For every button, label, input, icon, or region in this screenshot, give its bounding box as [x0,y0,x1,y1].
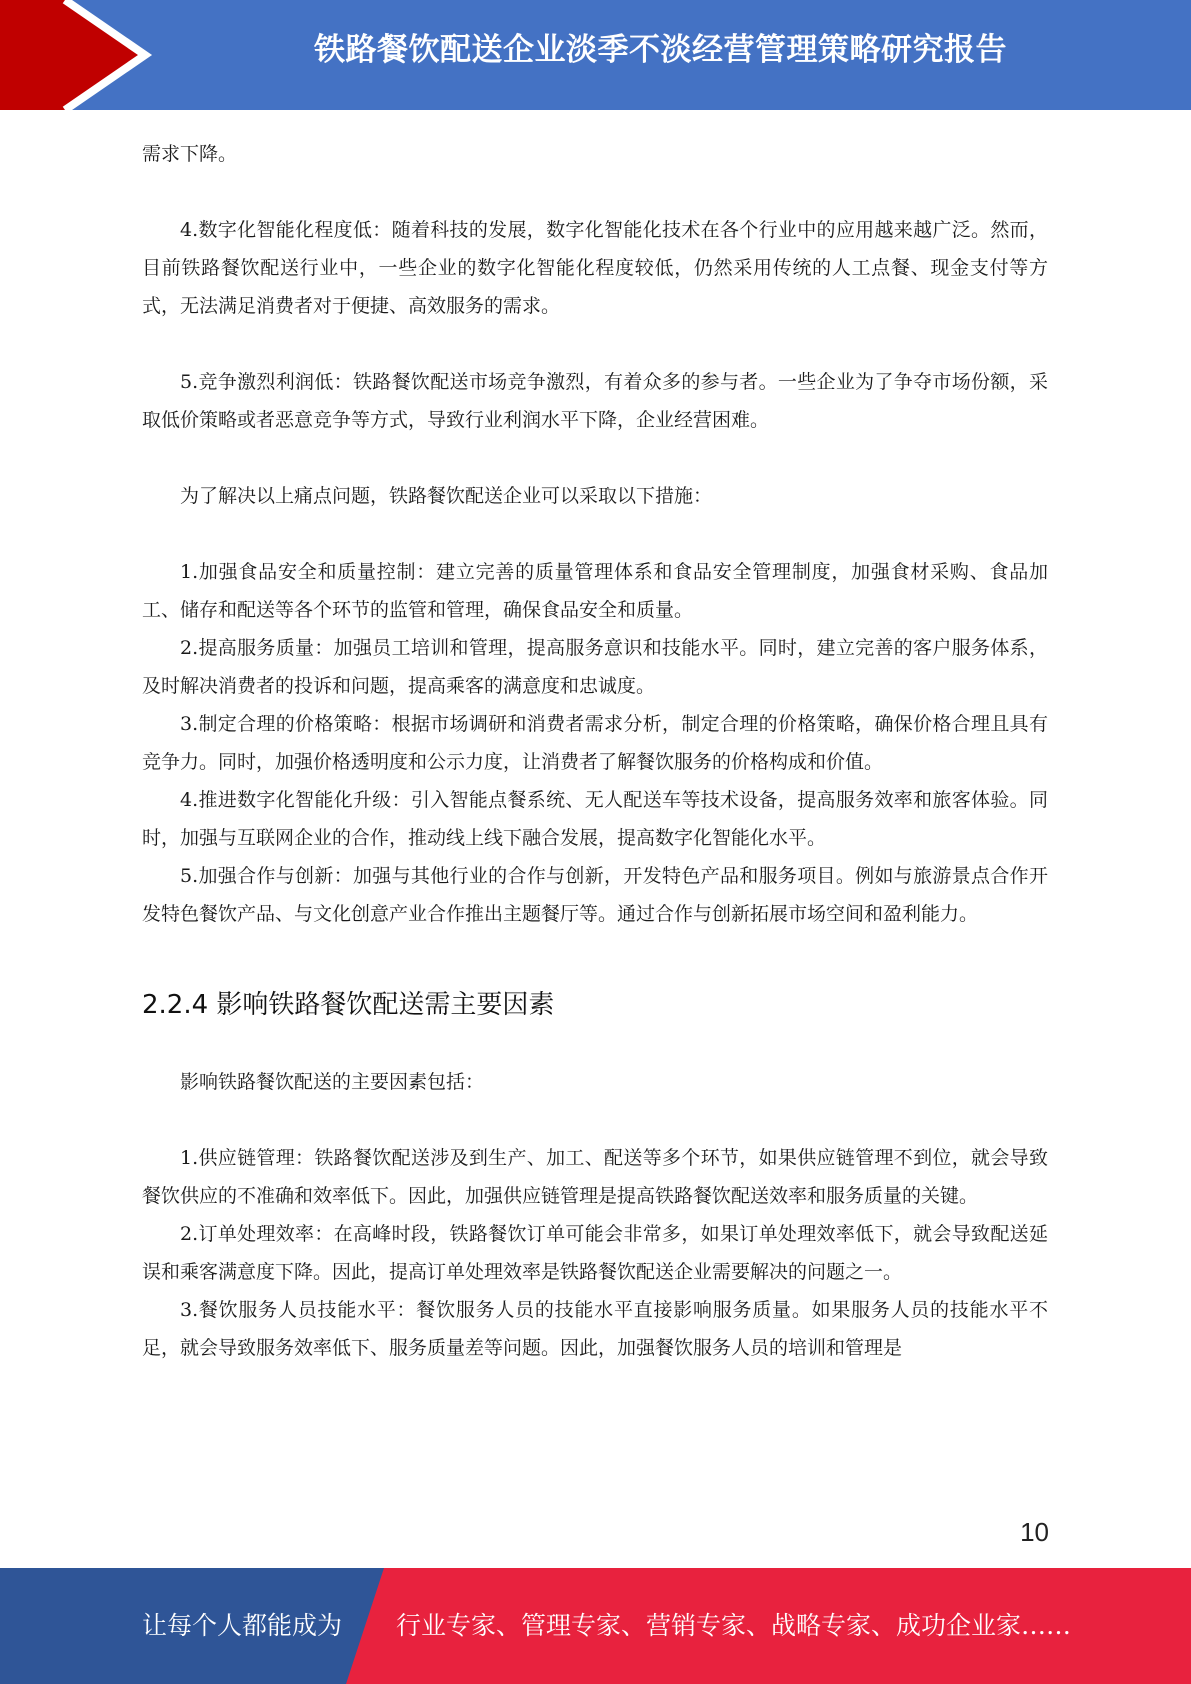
paragraph-factor-2: 2.订单处理效率：在高峰时段，铁路餐饮订单可能会非常多，如果订单处理效率低下，就会导致配送延误和乘客满意度下降。因此，提高订单处理效率是铁路餐饮配送企业需要解决的问题之一。 [142,1223,1048,1283]
section-heading-2-2-4: 2.2.4 影响铁路餐饮配送需主要因素 [142,990,555,1020]
footer-slogan-left: 让每个人都能成为 [142,1611,343,1640]
paragraph-pain-5: 5.竞争激烈利润低：铁路餐饮配送市场竞争激烈，有着众多的参与者。一些企业为了争夺市场份额，采取低价策略或者恶意竞争等方式，导致行业利润水平下降，企业经营困难。 [142,371,1048,431]
paragraph-measures-intro: 为了解决以上痛点问题，铁路餐饮配送企业可以采取以下措施： [180,485,713,507]
page-footer [0,1568,1191,1684]
paragraph-measure-3: 3.制定合理的价格策略：根据市场调研和消费者需求分析，制定合理的价格策略，确保价格合理且具有竞争力。同时，加强价格透明度和公示力度，让消费者了解餐饮服务的价格构成和价值。 [142,713,1048,773]
paragraph-factor-3: 3.餐饮服务人员技能水平：餐饮服务人员的技能水平直接影响服务质量。如果服务人员的技能水平不足，就会导致服务效率低下、服务质量差等问题。因此，加强餐饮服务人员的培训和管理是 [142,1299,1048,1359]
paragraph-pain-4: 4.数字化智能化程度低：随着科技的发展，数字化智能化技术在各个行业中的应用越来越广泛。然而，目前铁路餐饮配送行业中，一些企业的数字化智能化程度较低，仍然采用传统的人工点餐、现金支付等方式，无法满足消费者对于便捷、高效服务的需求。 [142,219,1048,317]
paragraph-measure-2: 2.提高服务质量：加强员工培训和管理，提高服务意识和技能水平。同时，建立完善的客户服务体系，及时解决消费者的投诉和问题，提高乘客的满意度和忠诚度。 [142,637,1048,697]
paragraph-measure-4: 4.推进数字化智能化升级：引入智能点餐系统、无人配送车等技术设备，提高服务效率和旅客体验。同时，加强与互联网企业的合作，推动线上线下融合发展，提高数字化智能化水平。 [142,789,1048,849]
paragraph-intro-tail: 需求下降。 [142,143,238,165]
paragraph-factors-intro: 影响铁路餐饮配送的主要因素包括： [180,1071,485,1093]
paragraph-factor-1: 1.供应链管理：铁路餐饮配送涉及到生产、加工、配送等多个环节，如果供应链管理不到位，就会导致餐饮供应的不准确和效率低下。因此，加强供应链管理是提高铁路餐饮配送效率和服务质量的关键。 [142,1147,1048,1207]
footer-slogan-right: 行业专家、管理专家、营销专家、战略专家、成功企业家…… [396,1611,1072,1640]
document-title: 铁路餐饮配送企业淡季不淡经营管理策略研究报告 [314,32,1007,68]
document-body [142,135,1048,1367]
page-number: 10 [1020,1517,1049,1547]
page-header [0,0,1191,110]
paragraph-measure-1: 1.加强食品安全和质量控制：建立完善的质量管理体系和食品安全管理制度，加强食材采购、食品加工、储存和配送等各个环节的监管和管理，确保食品安全和质量。 [142,561,1048,621]
paragraph-measure-5: 5.加强合作与创新：加强与其他行业的合作与创新，开发特色产品和服务项目。例如与旅游景点合作开发特色餐饮产品、与文化创意产业合作推出主题餐厅等。通过合作与创新拓展市场空间和盈利能力。 [142,865,1048,925]
